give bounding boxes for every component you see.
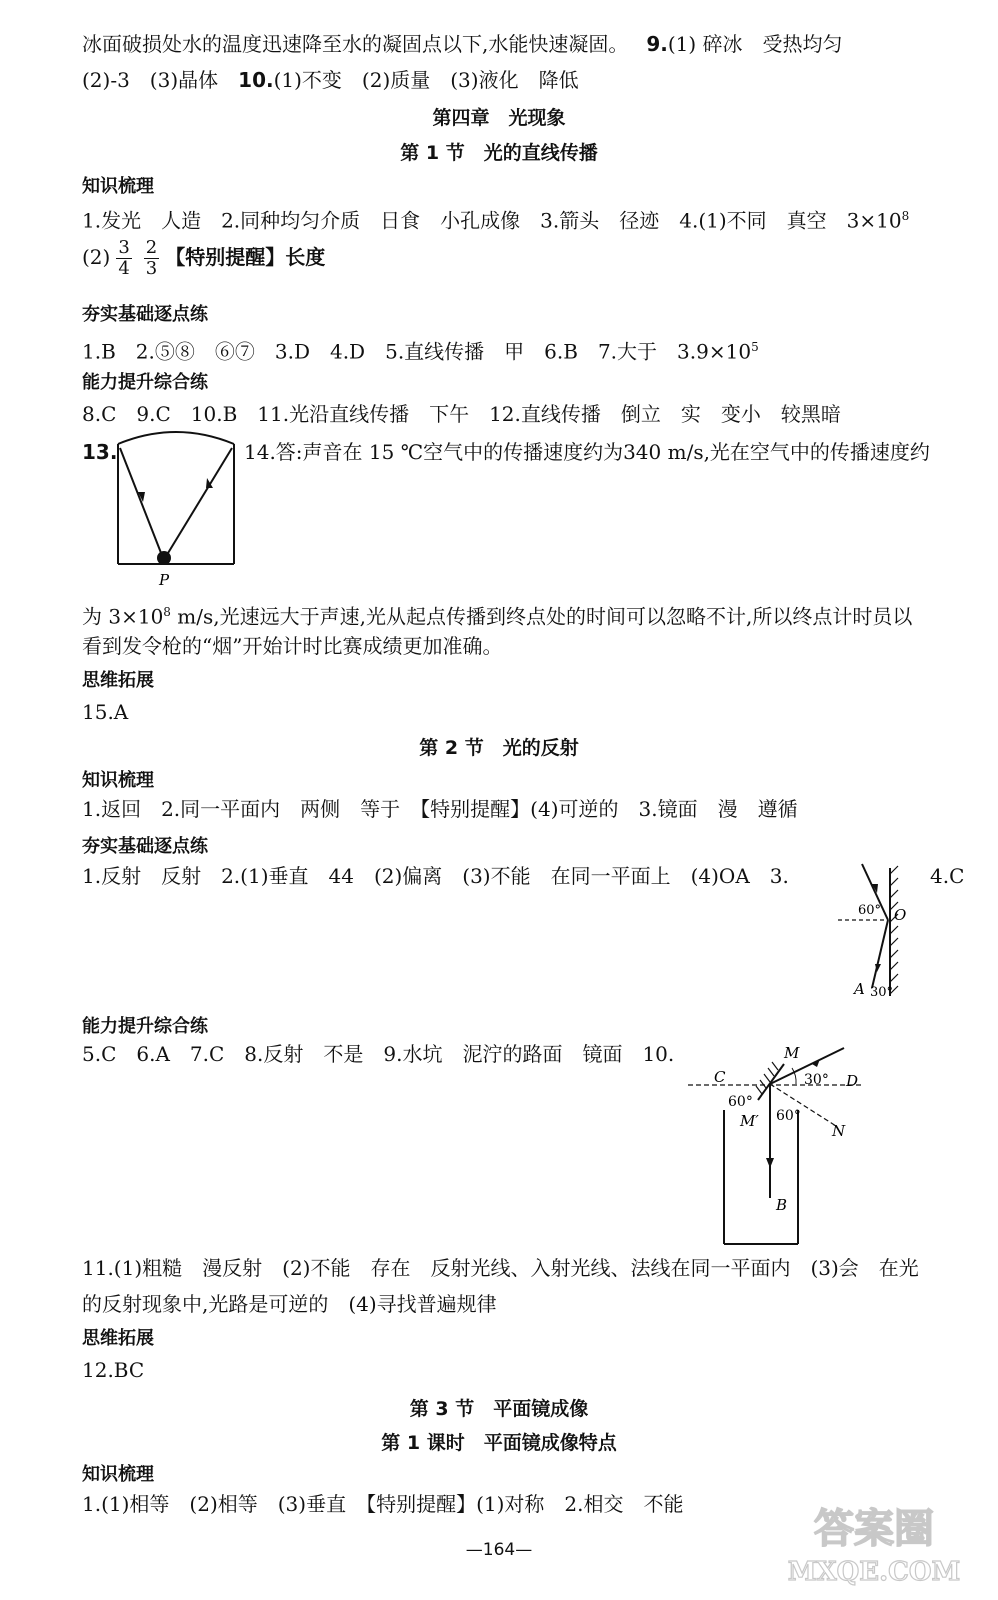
svg-text:30°: 30° xyxy=(870,985,894,1000)
svg-text:30°: 30° xyxy=(804,1072,829,1088)
text-line-1: 冰面破损处水的温度迅速降至水的凝固点以下,水能快速凝固。 9.(1) 碎冰 受热均匀 xyxy=(82,32,843,56)
svg-text:60°: 60° xyxy=(728,1094,753,1110)
svg-text:A: A xyxy=(854,980,865,998)
section-3-title: 第 3 节 平面镜成像 xyxy=(409,1398,589,1420)
s2-knowledge-line-1: 1.返回 2.同一平面内 两侧 等于 【特别提醒】(4)可逆的 3.镜面 漫 遵循 xyxy=(82,797,798,821)
mirror-hatching xyxy=(890,866,898,994)
fraction-2-3: $\frac{2}{3}$ xyxy=(145,237,158,279)
s1-heading-ability: 能力提升综合练 xyxy=(82,372,208,393)
text-line-2: (2)-3 (3)晶体 10.(1)不变 (2)质量 (3)液化 降低 xyxy=(82,68,579,92)
svg-text:P: P xyxy=(159,571,170,589)
watermark-logo xyxy=(764,1500,984,1588)
s2-ability-line-1: 5.C 6.A 7.C 8.反射 不是 9.水坑 泥泞的路面 镜面 10. xyxy=(82,1042,675,1066)
ray-left xyxy=(120,448,163,558)
svg-text:M′: M′ xyxy=(740,1112,759,1130)
s1-basic-line-1: 1.B 2.⑤⑧ ⑥⑦ 3.D 4.D 5.直线传播 甲 6.B 7.大于 $3.9\times 10^5$ xyxy=(82,339,759,364)
s3-heading-knowledge: 知识梳理 xyxy=(82,1464,154,1485)
reflected-ray xyxy=(872,920,888,988)
s2-heading-basic: 夯实基础逐点练 xyxy=(82,836,208,857)
point-p xyxy=(157,551,171,565)
s2-ability-line-2: 11.(1)粗糙 漫反射 (2)不能 存在 反射光线、入射光线、法线在同一平面内 (3)会 在光 xyxy=(82,1256,919,1280)
s1-q14-line-2: 为 $3\times 10^8$ m/s,光速远大于声速,光从起点传播到终点处的时间可以忽略不计,所以终点计时员以 xyxy=(82,604,913,629)
arc-30 xyxy=(792,1068,796,1084)
s1-q14-line-1: 14.答:声音在 15 ℃空气中的传播速度约为340 m/s,光在空气中的传播速度约 xyxy=(244,440,930,464)
s1-q13-label: 13. xyxy=(82,440,118,464)
s2-basic-line-1: 1.反射 反射 2.(1)垂直 44 (2)偏离 (3)不能 在同一平面上 (4)OA 3. xyxy=(82,864,789,888)
ray-right xyxy=(165,448,232,558)
section-1-title: 第 1 节 光的直线传播 xyxy=(400,142,598,164)
section-2-title: 第 2 节 光的反射 xyxy=(419,737,579,759)
s1-ability-line-1: 8.C 9.C 10.B 11.光沿直线传播 下午 12.直线传播 倒立 实 变小 较黑暗 xyxy=(82,402,841,426)
q3-reflection-diagram xyxy=(832,858,912,1000)
svg-text:O: O xyxy=(894,906,907,924)
s2-thinking-line: 12.BC xyxy=(82,1358,145,1382)
svg-text:M: M xyxy=(784,1044,800,1062)
s1-q14-line-3: 看到发令枪的“烟”开始计时比赛成绩更加准确。 xyxy=(82,634,503,658)
svg-text:N: N xyxy=(832,1122,846,1140)
svg-text:C: C xyxy=(714,1068,726,1086)
s2-heading-ability: 能力提升综合练 xyxy=(82,1016,208,1037)
s1-thinking-line: 15.A xyxy=(82,700,129,724)
s2-ability-line-3: 的反射现象中,光路是可逆的 (4)寻找普遍规律 xyxy=(82,1292,497,1316)
s2-heading-thinking: 思维拓展 xyxy=(82,1328,154,1349)
s1-knowledge-line-1: 1.发光 人造 2.同种均匀介质 日食 小孔成像 3.箭头 径迹 4.(1)不同 真空 $3\times 10^8$ xyxy=(82,208,910,233)
section-3-subtitle: 第 1 课时 平面镜成像特点 xyxy=(381,1432,617,1454)
q13-diagram xyxy=(112,430,244,590)
s1-heading-knowledge: 知识梳理 xyxy=(82,176,154,197)
s2-basic-line-1b: 4.C xyxy=(930,864,965,888)
svg-text:B: B xyxy=(776,1196,788,1214)
arc-line xyxy=(118,432,234,444)
s1-heading-basic: 夯实基础逐点练 xyxy=(82,304,208,325)
fraction-3-4: $\frac{3}{4}$ xyxy=(118,237,130,279)
chapter-title: 第四章 光现象 xyxy=(432,107,566,129)
q10-reflection-diagram xyxy=(686,1038,866,1248)
svg-text:答案圈: 答案圈 xyxy=(814,1505,934,1552)
s2-heading-knowledge: 知识梳理 xyxy=(82,770,154,791)
svg-text:60°: 60° xyxy=(776,1108,801,1124)
svg-text:MXQE.COM: MXQE.COM xyxy=(787,1557,961,1587)
svg-text:60°: 60° xyxy=(858,903,882,918)
svg-text:D: D xyxy=(846,1072,859,1090)
s1-knowledge-line-2: (2) $\frac{3}{4}$ $\frac{2}{3}$ 【特别提醒】长度 xyxy=(82,237,326,279)
s1-heading-thinking: 思维拓展 xyxy=(82,670,154,691)
arrow-reflected-10 xyxy=(766,1158,774,1168)
s3-knowledge-line-1: 1.(1)相等 (2)相等 (3)垂直 【特别提醒】(1)对称 2.相交 不能 xyxy=(82,1492,684,1516)
page-number: —164— xyxy=(465,1540,533,1560)
